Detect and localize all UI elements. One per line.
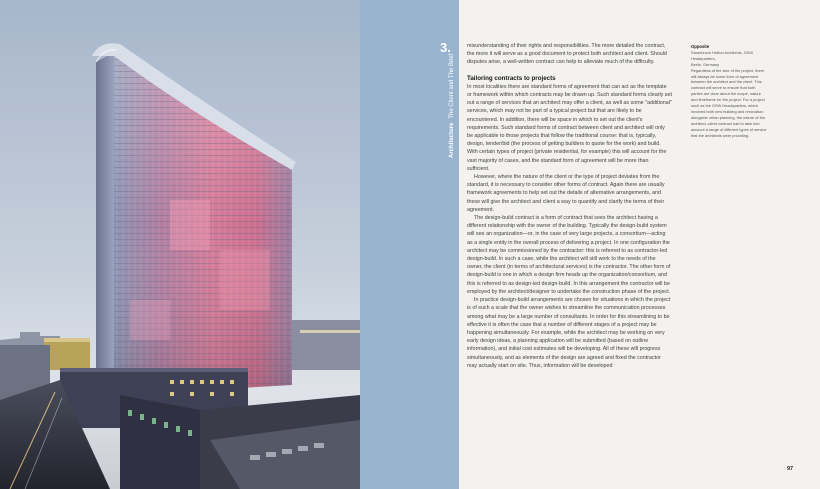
paragraph-3: The design-build contract is a form of contract that sees the architect having a different relationship with the owner of the building. Typically the design-build system will see an organization—or, in the case of very large projects, a consortium—acting as a single entity in the overall process of delivering a project. In one configuration the architect may be commissioned by the contractor: this is referred to as contractor-led design-build. In such a case, while the architect will still work to the needs of the owner, the client (in terms of architectural services) is the contractor. The other form of design-build is one in which a design firm heads up the organization/consortium, and this is referred to as design-led design-build. In this arrangement the contractor will be employed by the architect/designer to undertake the construction phase of the project. <box>467 215 671 295</box>
caption-line-1: Sauerbruch Hutton Architects, GSW Headquarters, <box>691 49 754 61</box>
intro-paragraph: misunderstanding of their rights and responsibilities. The more detailed the contract, the more it will serve as a good document to protect both architect and client. Should disputes arise, a well-written contract can help to alleviate much of the difficulty. <box>467 43 667 66</box>
chapter-strip <box>360 0 459 489</box>
building-illustration <box>0 0 360 489</box>
building-photo <box>0 0 360 489</box>
paragraph-4: In practice design-build arrangements are chosen for situations in which the project is of such a scale that the owner wishes to streamline the communication processes among what may be a large number of consultants. In order for this streamlining to be effective it is often the case that a number of different stages of a project may be happening simultaneously. For example, while the architect may be working on very early design ideas, a planning application will be submitted (based on outline information), and initial cost estimates will be developing. All of these will progress simultaneously, and as elements of the design are agreed and fixed the contractor may actually start on site. Thus, information will be developed <box>467 297 671 369</box>
section-heading: Tailoring contracts to projects <box>467 74 556 82</box>
main-text-column <box>467 42 672 370</box>
caption-line-2: Berlin, Germany <box>691 61 720 67</box>
page-number: 97 <box>787 466 794 472</box>
running-header <box>448 53 458 158</box>
chapter-number: 3. <box>440 40 451 55</box>
caption-title: Opposite <box>691 44 710 49</box>
paragraph-2: However, where the nature of the client or the type of project deviates from the standard, it is necessary to consider other forms of contract. Again there are usually framework agreements to help set out the details of alternative arrangements, and these will give the architect and client a way to quantify and clarify the terms of their agreement. <box>467 174 665 213</box>
section-title: Architecture <box>449 122 455 158</box>
paragraph-1: In most localities there are standard forms of agreement that can act as the template or framework within which contracts may be drawn up. Such standard forms clearly set out a range of services that an architect may offer a client, as well as some "additional" services, which may not be part of a typical project but that are likely to be encountered. In addition, there will be space in which to set out the client's requirements. Such standard forms of contract between client and architect will only be applicable to those projects that follow the traditional course: that is, typically, design, tender/bid (the process of getting builders to quote for the work) and build. With certain types of project (private residential, for example) this will account for the vast majority of cases, and the standard form of agreement will be more than sufficient. <box>467 83 672 172</box>
photo-caption <box>691 44 768 139</box>
caption-body: Regardless of the size of the project, there will always be some form of agreement between the architect and the client. This contract will serve to ensure that both parties are clear about the scope, nature and timeframe for the project. For a project such as the GSW Headquarters, which involved both new building and renovation alongside urban planning, the nature of the architect–client contract had to take into account a range of different types of service that the architects were providing. <box>691 67 767 138</box>
subsection-title: The Client and The Brief <box>449 53 455 119</box>
